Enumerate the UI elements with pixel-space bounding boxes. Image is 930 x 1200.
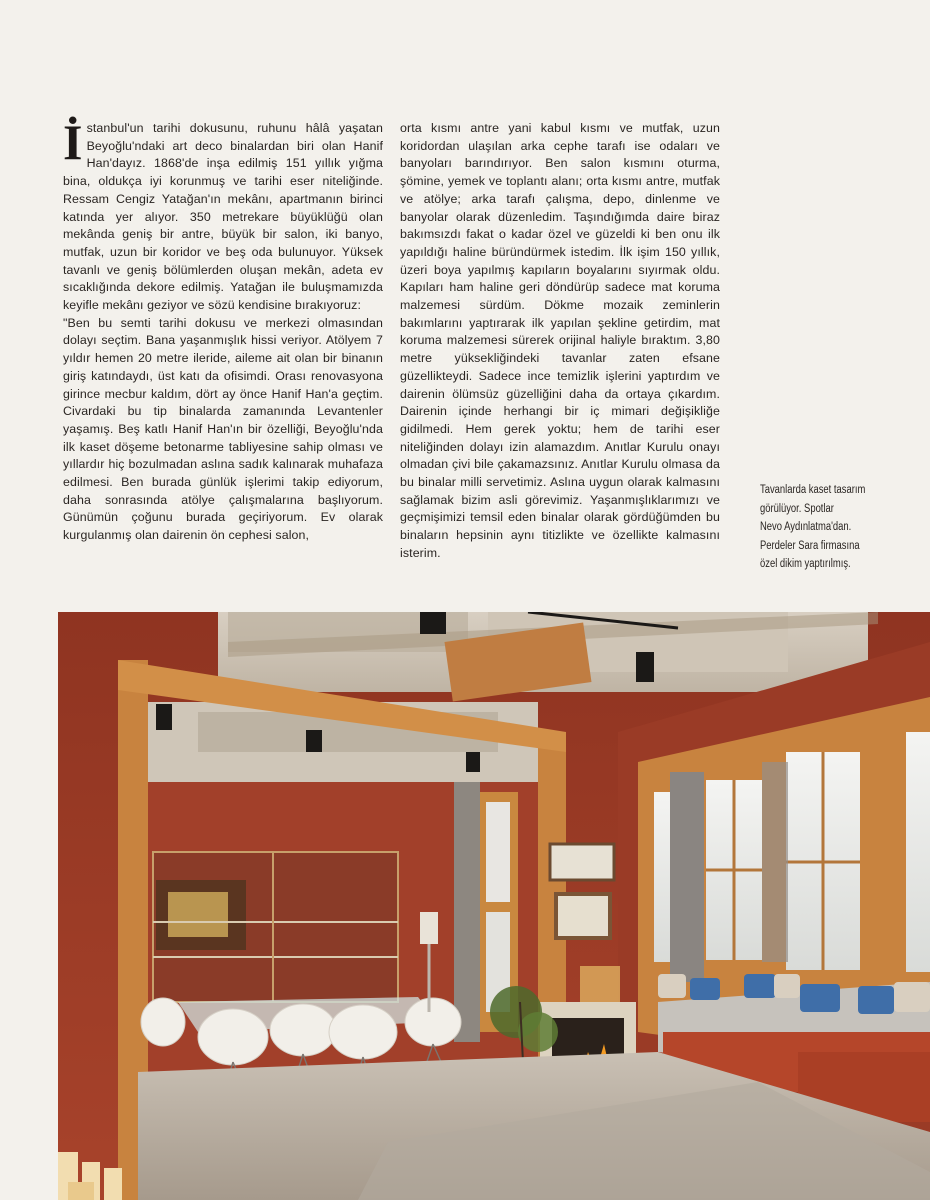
- article-paragraph: orta kısmı antre yani kabul kısmı ve mutfak, uzun koridordan ulaşılan arka cephe tarafı ise odaları ve banyoları barındırıyor. Ben salon kısmını oturma, şömine, yemek ve toplantı alanı; orta kısmı antre, mutfak ve atölye; arka tarafı çalışma, depo, dinlenme ve banyolar olarak düzenledim. Taşındığımda daire biraz bakımsızdı fakat o kadar özel ve güzeldi ki ben onu ilk yapıldığı haline büründürmek istedim. İlk işim 150 yıllık, üzeri boya yapılmış kapıların boyalarını sıyırmak oldu. Kapıları ham haline geri döndürüp sadece mat koruma malzemesi sürdüm. Dökme mozaik zeminlerin bakımlarını yaptırarak ilk yapılan şekline getirdim, mat koruma malzemesi sürerek orijinal haliyle bıraktım. 3,80 metre yüksekliğindeki tavanlar zaten efsane güzellikteydi. Sadece ince temizlik işlerini yaptırdım ve dairenin ölümsüz güzelliğini daha da ortaya çıkardım. Dairenin içinde herhangi bir iç mimari değişikliğe gidilmedi. Hem gerek yoktu; hem de tarihi eser niteliğinden dolayı izin alamazdım. Anıtlar Kurulu onayı olmadan çivi bile çakamazsınız. Anıtlar Kurulu olmasa da bu binalar milli servetimiz. Aslına uygun olarak kalmasını sağlamak bizim asli görevimiz. Yaşanmışlıklarımızı ve geçmişimizi temsil eden binalar olarak gördüğümden bu binaların hepsinin aynı titizlikte ve özellikte kalmasını isterim.: [400, 121, 720, 560]
- article-paragraph: "Ben bu semti tarihi dokusu ve merkezi olmasından dolayı seçtim. Bana yaşanmışlık hissi veriyor. Atölyem 7 yıldır hemen 20 metre ileride, aileme ait olan bir binanın giriş katındaydı, üst katı da ofisimdi. Orası renovasyona girince mecbur kaldım, dört ay önce Hanif Han'a geçtim. Civardaki bu tip binalarda zamanında Levantenler yaşamış. Beş katlı Hanif Han'ın bir özelliği, Beyoğlu'nda ilk kaset döşeme betonarme tabliyesine sahip olması ve yıllardır hiç bozulmadan aslına sadık kalınarak muhafaza edilmesi. Ben burada günlük işlerimi takip ediyorum, daha sonrasında atölye çalışmalarına başlıyorum. Günümün çoğunu burada geçiriyorum. Ev olarak kurgulanmış olan dairenin ön cephesi salon,: [63, 315, 383, 543]
- article-column-1: [63, 114, 383, 545]
- caption-line: Perdeler Sara firmasına: [760, 539, 860, 552]
- caption-line: görülüyor. Spotlar: [760, 502, 834, 515]
- interior-photo: [58, 612, 930, 1200]
- photo-caption: [760, 481, 875, 574]
- article-column-2: [400, 120, 720, 563]
- caption-line: özel dikim yaptırılmış.: [760, 558, 851, 570]
- caption-line: Nevo Aydınlatma'dan.: [760, 521, 852, 533]
- wall-art: [550, 844, 614, 880]
- article-paragraph: stanbul'un tarihi dokusunu, ruhunu hâlâ yaşatan Beyoğlu'ndaki art deco binalardan biri olan Hanif Han'dayız. 1868'de inşa edilmiş 151 yıllık yığma bina, oldukça iyi korunmuş ve tarihi eser niteliğinde. Ressam Cengiz Yatağan'ın mekânı, apartmanın birinci katında yer alıyor. 350 metrekare büyüklüğü olan mekânda geniş bir antre, büyük bir salon, iki banyo, mutfak, uzun bir koridor ve beş oda bulunuyor. Yüksek tavanlı ve geniş bölümlerden oluşan mekân, adeta ev sıcaklığında dekore edilmiş. Yatağan ile buluşmamızda keyifle mekânı geziyor ve sözü kendisine bırakıyoruz:: [63, 121, 383, 313]
- drop-cap: İ: [63, 114, 83, 170]
- caption-line: Tavanlarda kaset tasarım: [760, 484, 866, 496]
- curtain: [670, 772, 704, 982]
